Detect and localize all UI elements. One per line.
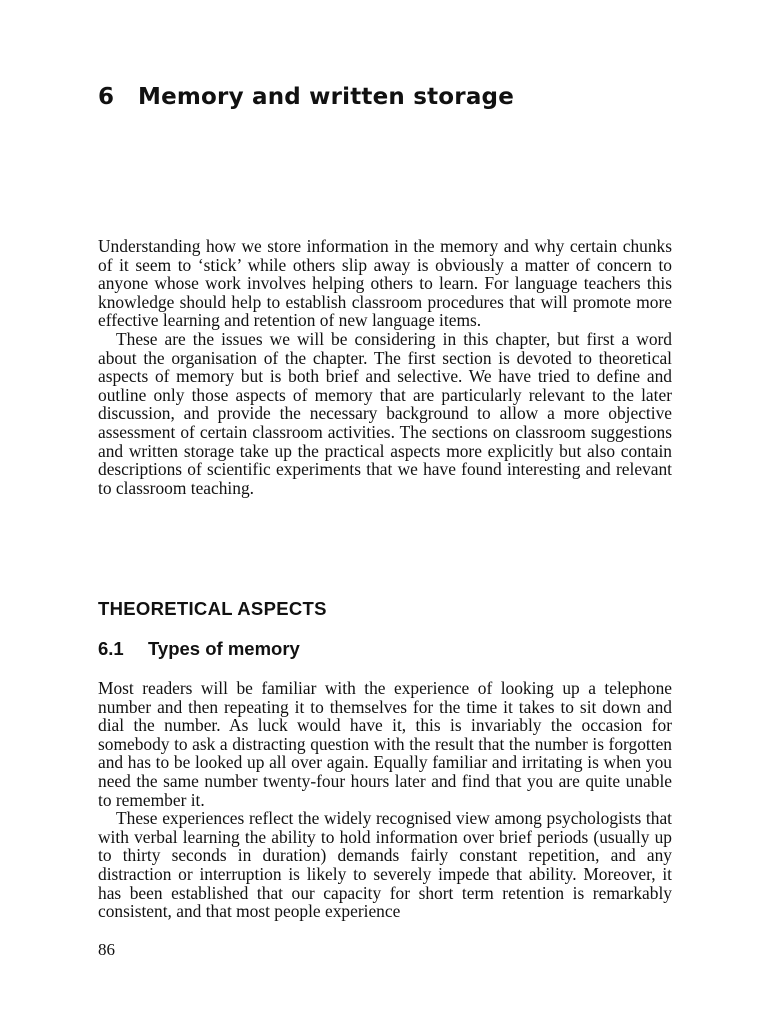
subsection-heading [98,638,300,660]
section-heading: THEORETICAL ASPECTS [98,598,327,619]
page-number: 86 [98,940,115,959]
body-paragraph-2: These experiences reflect the widely recognised view among psychologists that with verbal learning the ability to hold information over brief periods (usually up to thirty seconds in duration) demands fairly constant repetition, and any distraction or interruption is likely to severely impede that ability. Moreover, it has been established that our capacity for short term retention is remarkably consistent, and that most people experience [98,808,672,922]
intro-paragraph-1: Understanding how we store information in the memory and why certain chunks of it seem to ‘stick’ while others slip away is obviously a matter of concern to anyone whose work involves helping others to learn. For language teachers this knowledge should help to establish classroom procedures that will promote more effective learning and retention of new language items. [98,236,672,331]
chapter-number: 6 [98,84,115,110]
intro-paragraph-2: These are the issues we will be considering in this chapter, but first a word about the organisation of the chapter. The first section is devoted to theoretical aspects of memory but is both brief and selective. We have tried to define and outline only those aspects of memory that are particularly relevant to the later discussion, and provide the necessary background to allow a more objective assessment of certain classroom activities. The sections on classroom suggestions and written storage take up the practical aspects more explicitly but also contain descriptions of scientific experiments that we have found interesting and relevant to classroom teaching. [98,328,672,498]
chapter-title [98,84,514,110]
subsection-title: Types of memory [148,638,300,659]
chapter-title-text: Memory and written storage [138,84,515,110]
subsection-number: 6.1 [98,638,124,659]
subsection-text [98,679,672,921]
body-paragraph-1: Most readers will be familiar with the experience of looking up a telephone number and then repeating it to themselves for the time it takes to sit down and dial the number. As luck would have it, this is invariably the occasion for somebody to ask a distracting question with the result that the number is forgotten and has to be looked up all over again. Equally familiar and irritating is when you need the same number twenty-four hours later and find that you are quite unable to remember it. [98,678,672,810]
intro-text [98,237,672,497]
